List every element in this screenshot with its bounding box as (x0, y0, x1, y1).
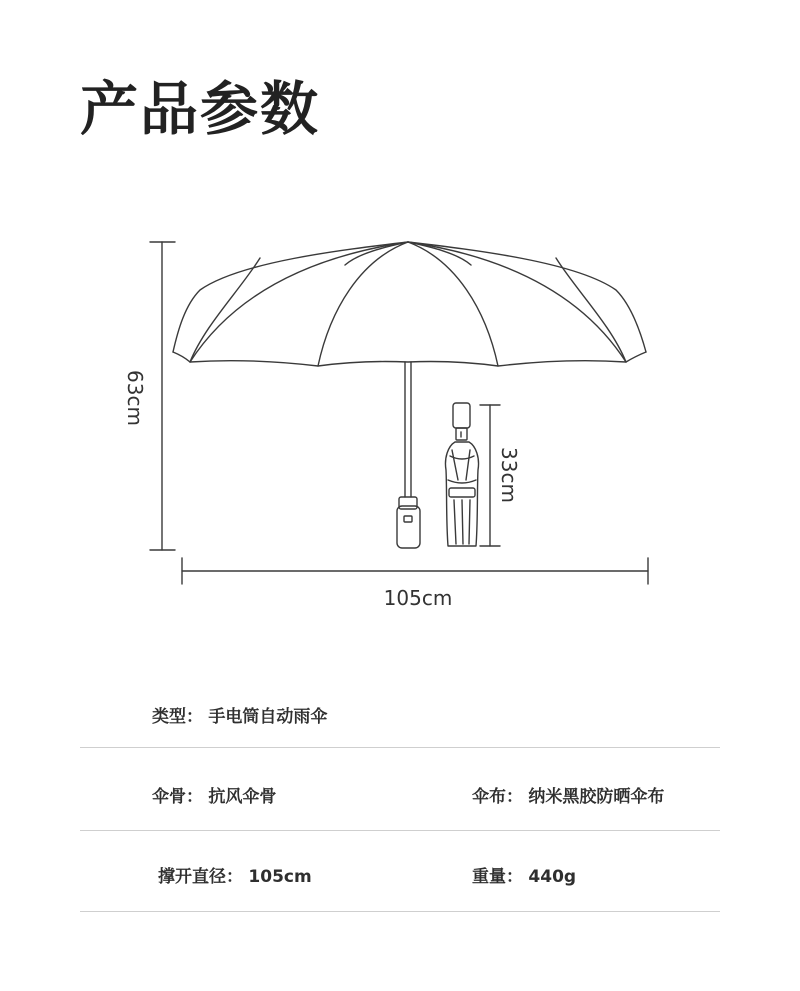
spec-diameter: 撑开直径： 105cm (158, 867, 312, 887)
height-folded-label: 33cm (497, 447, 521, 503)
spec-label: 类型 (152, 707, 186, 727)
folded-umbrella-icon (445, 403, 478, 546)
open-umbrella-icon (173, 242, 646, 548)
spec-value: 纳米黑胶防晒伞布 (528, 787, 665, 807)
width-dimension-line (182, 558, 648, 584)
height-dimension-line (150, 242, 175, 550)
divider (80, 830, 720, 831)
spec-value: 440g (528, 867, 577, 887)
width-open-label: 105cm (383, 586, 453, 610)
divider (80, 911, 720, 912)
spec-value: 手电筒自动雨伞 (208, 707, 328, 727)
spec-fabric: 伞布： 纳米黑胶防晒伞布 (472, 787, 665, 807)
spec-label: 伞骨 (152, 787, 186, 807)
spec-label: 撑开直径 (158, 867, 226, 887)
folded-height-dimension-line (480, 405, 500, 546)
spec-label: 重量 (472, 867, 506, 887)
spec-value: 抗风伞骨 (208, 787, 277, 807)
spec-weight: 重量： 440g (472, 867, 577, 887)
height-open-label: 63cm (123, 370, 147, 426)
spec-frame: 伞骨： 抗风伞骨 (152, 787, 277, 807)
spec-type: 类型： 手电筒自动雨伞 (152, 707, 328, 727)
spec-value: 105cm (248, 867, 312, 887)
page-title: 产品参数 (80, 75, 321, 143)
spec-label: 伞布 (472, 787, 506, 807)
divider (80, 747, 720, 748)
